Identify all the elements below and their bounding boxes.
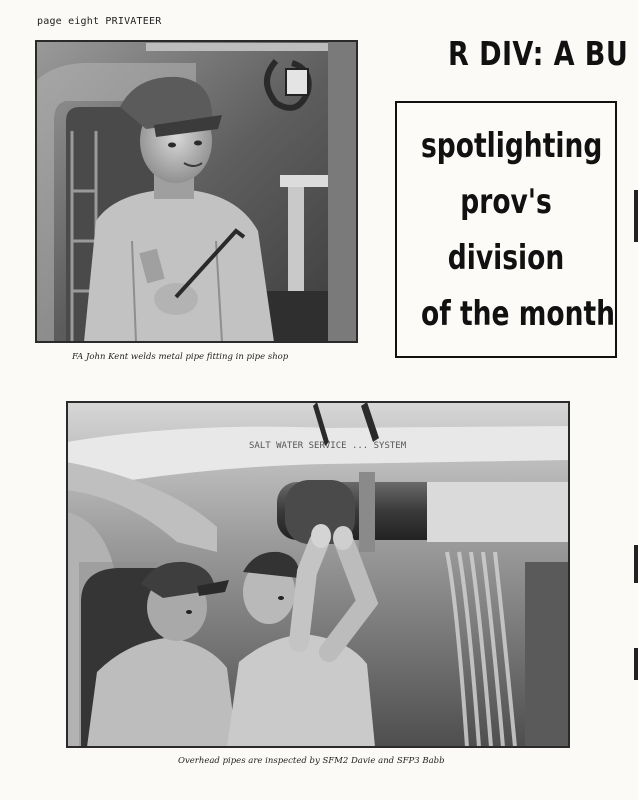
duct-sign-text: SALT WATER SERVICE ... SYSTEM xyxy=(249,441,407,451)
inspection-photo-illustration xyxy=(67,402,569,747)
edge-mark-middle xyxy=(634,545,638,583)
page-header: page eight PRIVATEER xyxy=(37,16,162,27)
edge-mark-lower xyxy=(634,648,638,680)
photo-caption-welder: FA John Kent welds metal pipe fitting in pipe shop xyxy=(72,352,289,362)
welder-photo-illustration xyxy=(36,41,357,342)
edge-mark-upper xyxy=(634,190,638,242)
photo-welder-pipe-shop xyxy=(36,41,357,342)
article-headline: R DIV: A BU xyxy=(448,34,629,73)
spotlight-line-2: prov's xyxy=(460,182,552,222)
spotlight-line-4: of the month xyxy=(420,294,616,334)
spotlight-line-3: division xyxy=(447,238,565,278)
spotlight-box xyxy=(395,101,617,358)
photo-overhead-pipe-inspection xyxy=(67,402,569,747)
spotlight-line-1: spotlighting xyxy=(420,126,603,166)
photo-caption-inspection: Overhead pipes are inspected by SFM2 Davie and SFP3 Babb xyxy=(178,756,445,766)
